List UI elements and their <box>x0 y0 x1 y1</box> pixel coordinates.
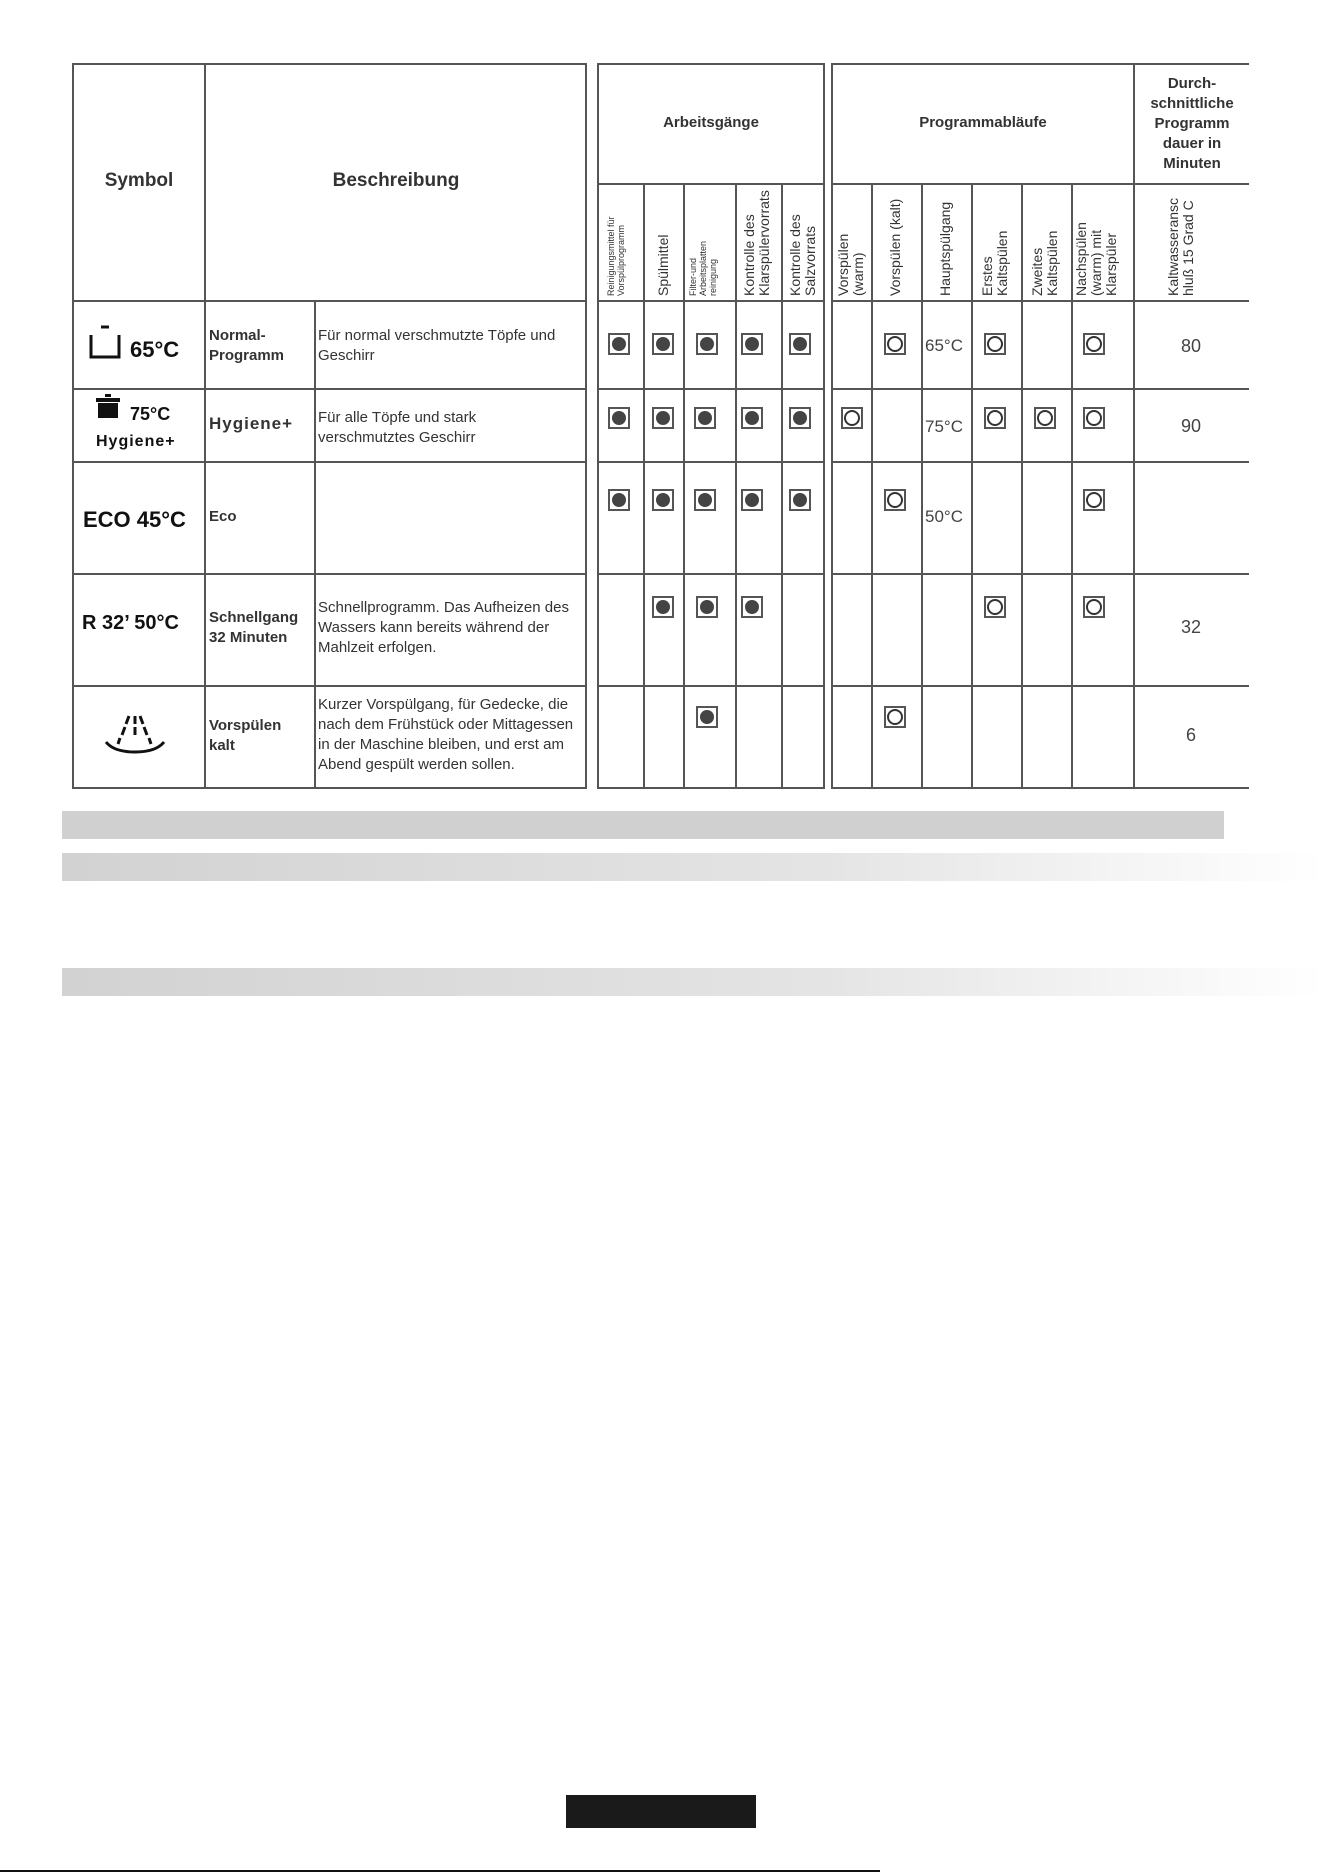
marker-filled <box>696 596 718 618</box>
marker-empty <box>1083 333 1105 355</box>
col-vorspuelen-warm: Vorspülen (warm) <box>835 233 866 296</box>
marker-empty <box>1083 407 1105 429</box>
main-wash-temp: 75°C <box>925 417 963 436</box>
col-nachspuelen: Nachspülen (warm) mit Klarspüler <box>1073 222 1119 296</box>
symbol-eco: ECO 45°C <box>83 507 186 532</box>
col-reinigungsmittel: Reinigungsmittel für Vorspülprogramm <box>606 216 626 296</box>
marker-filled <box>741 407 763 429</box>
col-zweites: Zweites Kaltspülen <box>1029 230 1060 296</box>
col-salz: Kontrolle des Salzvorrats <box>787 214 818 296</box>
symbol-sub-hygiene: Hygiene+ <box>96 433 176 450</box>
marker-filled <box>652 489 674 511</box>
marker-filled <box>741 489 763 511</box>
spray-rinse-icon <box>104 712 166 754</box>
section-bar-gradient <box>62 968 1324 996</box>
marker-filled <box>652 596 674 618</box>
program-desc-normal: Für normal verschmutzte Töpfe und Geschirr <box>318 327 556 364</box>
header-arbeitsgaenge: Arbeitsgänge <box>663 114 759 131</box>
marker-filled <box>789 407 811 429</box>
program-name-normal: Normal- Programm <box>209 327 285 364</box>
marker-empty <box>984 596 1006 618</box>
col-hauptspuelgang: Hauptspülgang <box>937 201 953 296</box>
duration-schnellgang: 32 <box>1180 617 1202 637</box>
marker-filled <box>789 333 811 355</box>
symbol-temp-hygiene: 75°C <box>130 404 171 424</box>
header-symbol: Symbol <box>104 170 174 191</box>
marker-filled <box>608 407 630 429</box>
marker-filled <box>652 407 674 429</box>
symbol-schnellgang: R 32’ 50°C <box>82 612 179 634</box>
program-desc-hygiene: Für alle Töpfe und stark verschmutztes Geschirr <box>318 409 477 446</box>
program-name-vorspuelen: Vorspülen kalt <box>209 717 282 754</box>
marker-empty <box>984 407 1006 429</box>
marker-empty <box>884 706 906 728</box>
program-name-eco: Eco <box>209 508 237 525</box>
program-name-schnellgang: Schnellgang 32 Minuten <box>209 609 299 646</box>
col-filter: Filter-und Arbeitsplatten reinigung <box>688 240 718 296</box>
marker-empty <box>1034 407 1056 429</box>
section-bar <box>62 811 1224 839</box>
marker-empty <box>1083 489 1105 511</box>
program-name-hygiene: Hygiene+ <box>209 414 294 433</box>
program-desc-schnellgang: Schnellprogramm. Das Aufheizen des Wassers kann bereits während der Mahlzeit erfolgen. <box>318 599 569 656</box>
header-beschreibung: Beschreibung <box>332 170 460 191</box>
marker-filled <box>652 333 674 355</box>
marker-filled <box>696 333 718 355</box>
marker-empty <box>884 333 906 355</box>
marker-empty <box>984 333 1006 355</box>
marker-filled <box>608 333 630 355</box>
pot-with-lid-icon <box>94 393 122 421</box>
marker-filled <box>608 489 630 511</box>
col-spuelmittel: Spülmittel <box>655 234 671 296</box>
marker-empty <box>884 489 906 511</box>
duration-normal: 80 <box>1180 336 1202 356</box>
marker-filled <box>789 489 811 511</box>
col-erstes: Erstes Kaltspülen <box>979 230 1010 296</box>
marker-filled <box>694 489 716 511</box>
program-desc-vorspuelen: Kurzer Vorspülgang, für Gedecke, die nach dem Frühstück oder Mittagessen in der Maschine bleiben, und erst am Abend gespült werden sollen. <box>318 696 574 773</box>
col-klarspueler: Kontrolle des Klarspülervorrats <box>741 190 772 296</box>
main-wash-temp: 65°C <box>925 336 963 355</box>
marker-filled <box>694 407 716 429</box>
col-kaltwasser: Kaltwasseransc hluß 15 Grad C <box>1165 197 1196 296</box>
marker-filled <box>696 706 718 728</box>
marker-empty <box>841 407 863 429</box>
marker-empty <box>1083 596 1105 618</box>
header-dauer: Durch- schnittliche Programm dauer in Minuten <box>1150 75 1234 172</box>
header-programmablaeufe: Programmabläufe <box>919 114 1047 131</box>
footer-page-marker <box>566 1795 756 1828</box>
marker-filled <box>741 333 763 355</box>
main-wash-temp: 50°C <box>925 507 963 526</box>
pot-icon <box>88 325 122 361</box>
symbol-temp-normal: 65°C <box>130 337 180 362</box>
duration-vorspuelen: 6 <box>1185 725 1196 745</box>
col-vorspuelen-kalt: Vorspülen (kalt) <box>887 198 903 296</box>
duration-hygiene: 90 <box>1180 416 1202 436</box>
section-bar-gradient <box>62 853 1324 881</box>
marker-filled <box>741 596 763 618</box>
